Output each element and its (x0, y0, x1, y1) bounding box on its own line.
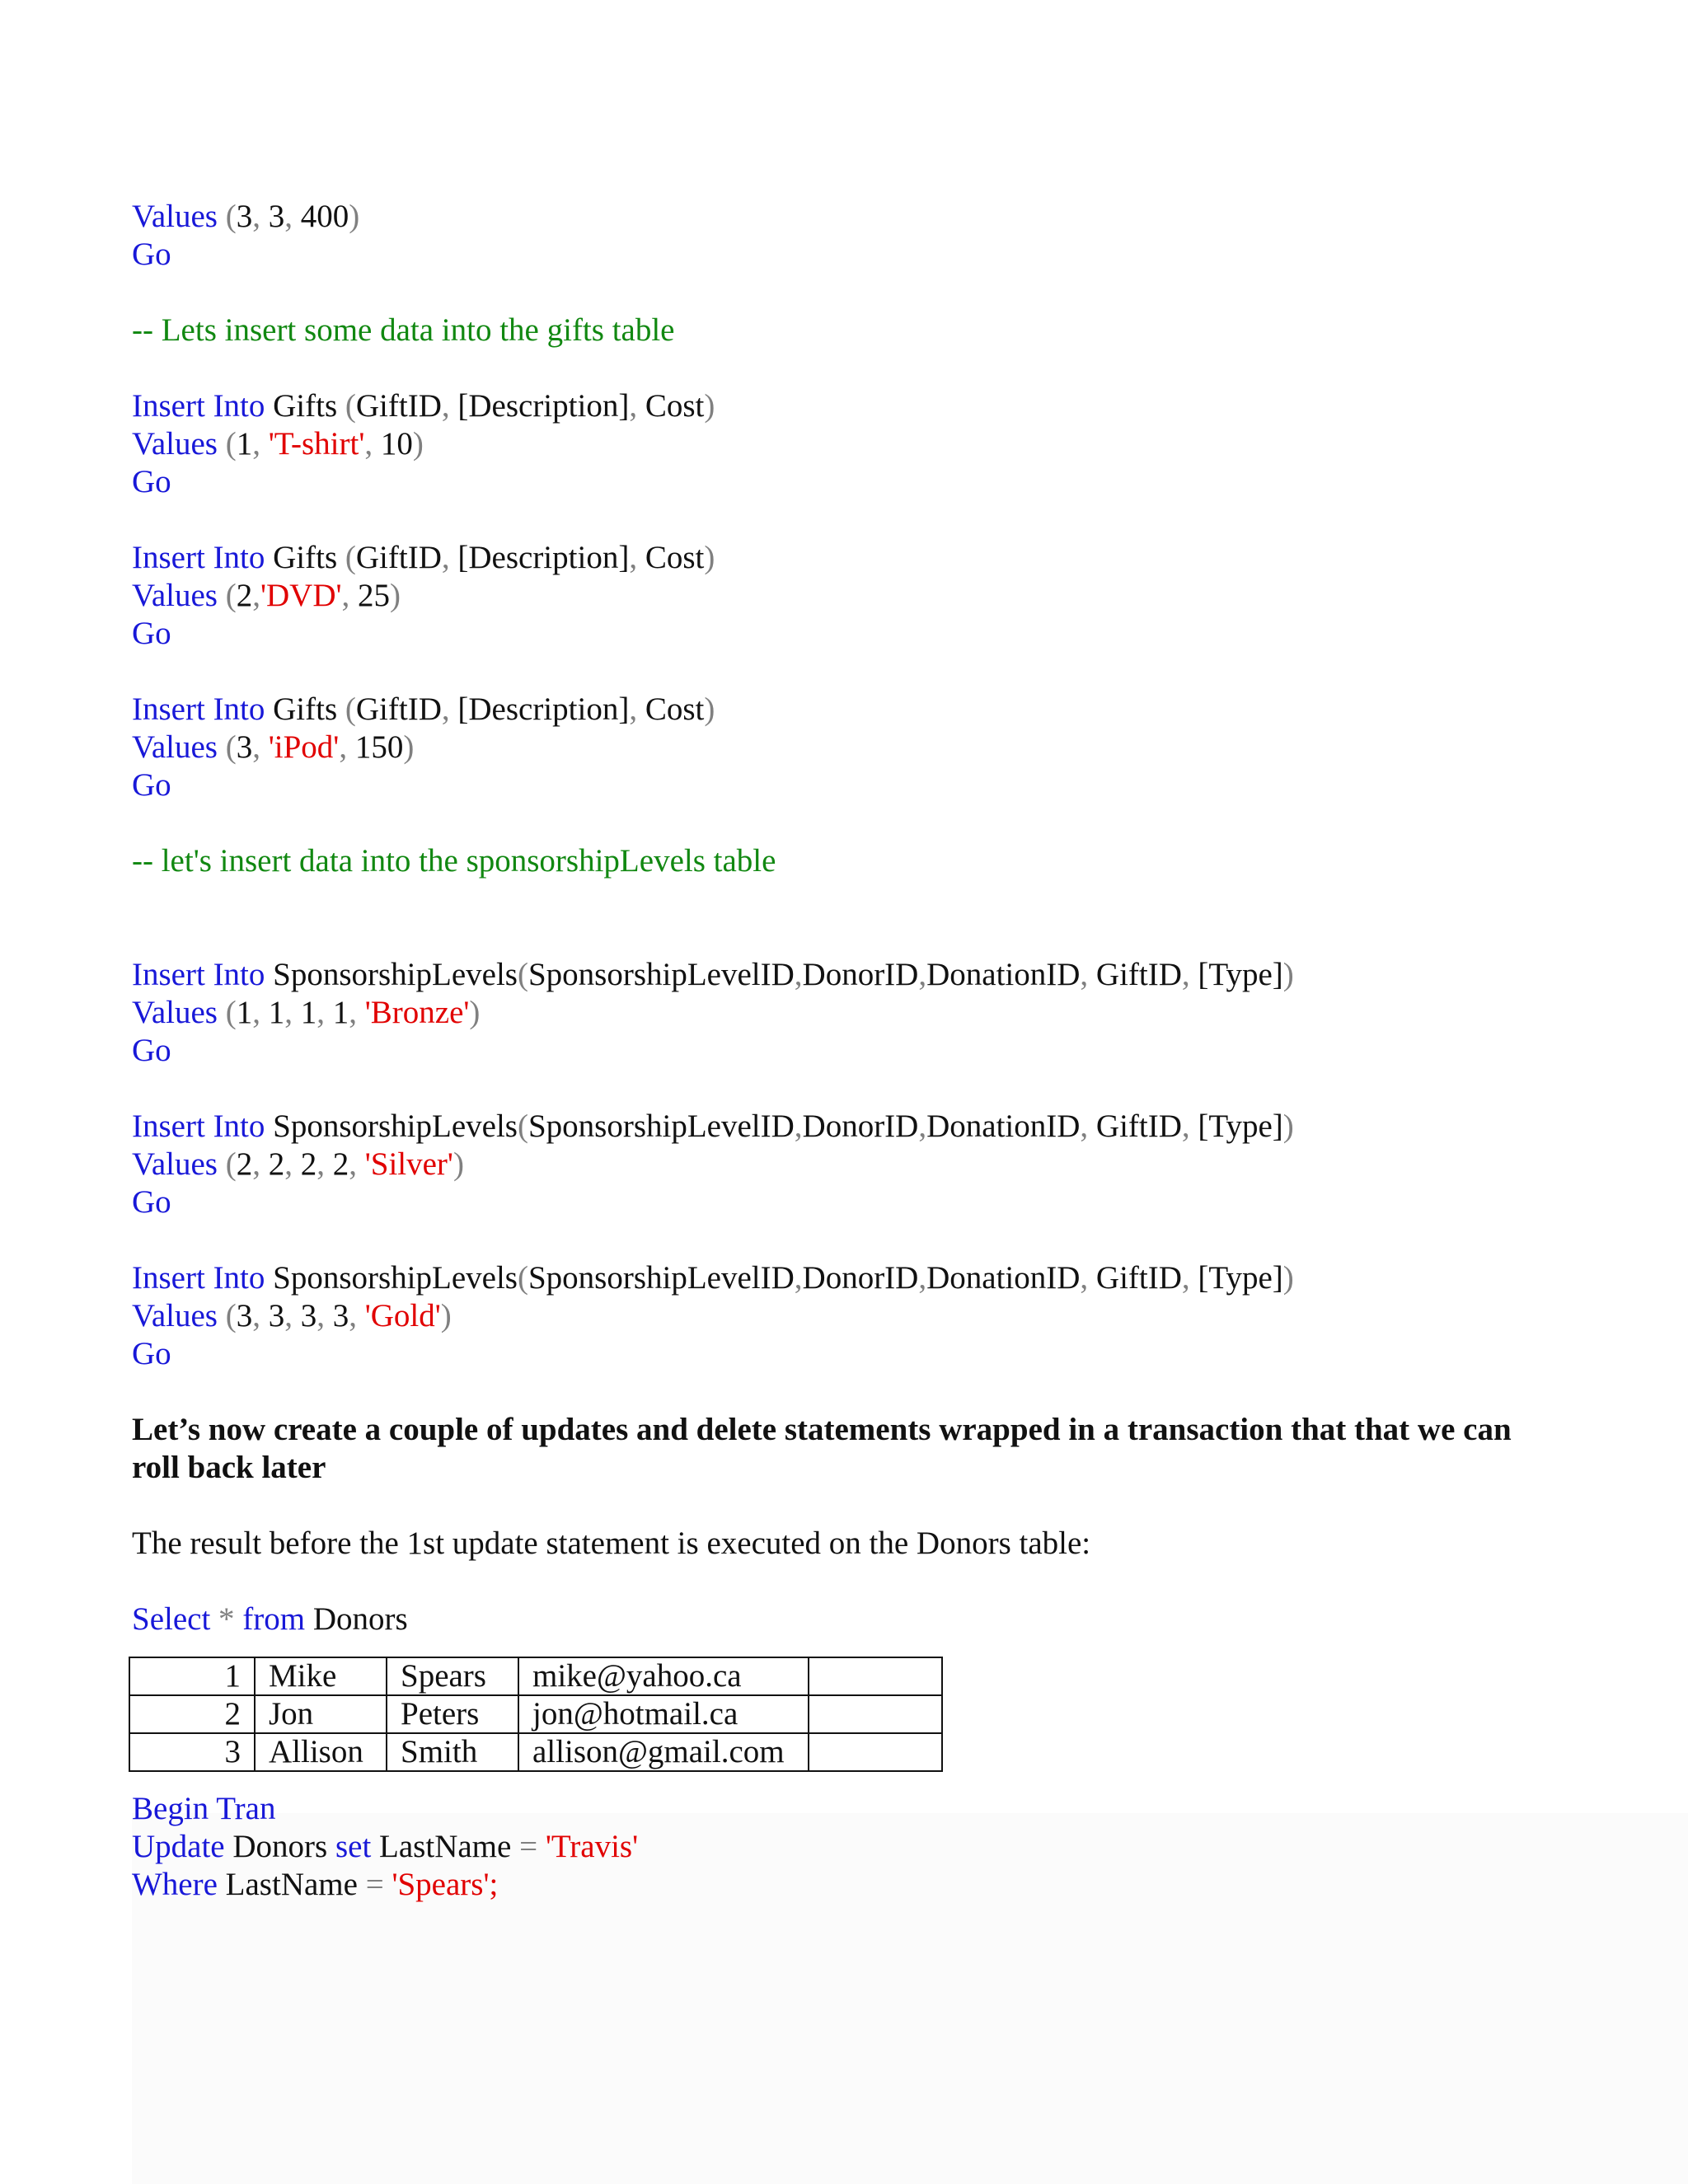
table-cell: allison@gmail.com (518, 1733, 809, 1771)
section-heading: Let’s now create a couple of updates and delete statements wrapped in a transaction that that we can roll back later (132, 1412, 1512, 1485)
code-line-values: Values (1, 'T-shirt', 10) (132, 426, 424, 462)
code-line-insert: Insert Into Gifts (GiftID, [Description], Cost) (132, 388, 715, 424)
table-cell: Mike (255, 1657, 387, 1695)
code-line-values: Values (3, 3, 400) (132, 199, 360, 234)
code-line-values: Values (3, 'iPod', 150) (132, 729, 415, 765)
code-line-go: Go (132, 767, 171, 803)
code-line-select: Select * from Donors (132, 1601, 408, 1637)
code-comment: -- Lets insert some data into the gifts table (132, 312, 675, 348)
code-line-values: Values (1, 1, 1, 1, 'Bronze') (132, 995, 481, 1030)
code-block-sponsorship-2 (132, 1108, 1582, 1221)
code-block-gifts-3 (132, 691, 1582, 804)
table-cell: mike@yahoo.ca (518, 1657, 809, 1695)
body-paragraph: The result before the 1st update statement is executed on the Donors table: (132, 1526, 1091, 1561)
table-cell: Spears (387, 1657, 518, 1695)
code-line-insert: Insert Into SponsorshipLevels(SponsorshipLevelID,DonorID,DonationID, GiftID, [Type]) (132, 1108, 1294, 1144)
table-cell (809, 1695, 942, 1733)
table-cell: Smith (387, 1733, 518, 1771)
code-line-insert: Insert Into Gifts (GiftID, [Description], Cost) (132, 691, 715, 727)
code-line-where: Where LastName = 'Spears'; (132, 1867, 499, 1902)
table-row (129, 1695, 942, 1733)
table-cell: 3 (129, 1733, 255, 1771)
code-comment: -- let's insert data into the sponsorshipLevels table (132, 843, 776, 879)
code-block-sponsorship-1 (132, 956, 1582, 1070)
code-block-gifts-1 (132, 387, 1582, 501)
table-cell: Jon (255, 1695, 387, 1733)
code-line-insert: Insert Into Gifts (GiftID, [Description], Cost) (132, 540, 715, 575)
document-page (132, 198, 1582, 1904)
code-line-update: Update Donors set LastName = 'Travis' (132, 1829, 639, 1864)
code-line-go: Go (132, 616, 171, 651)
code-block-gifts-2 (132, 539, 1582, 653)
result-table (129, 1657, 943, 1772)
code-line-go: Go (132, 1033, 171, 1068)
table-cell: Allison (255, 1733, 387, 1771)
code-line-values: Values (2,'DVD', 25) (132, 578, 401, 613)
table-row (129, 1733, 942, 1771)
code-line-insert: Insert Into SponsorshipLevels(SponsorshipLevelID,DonorID,DonationID, GiftID, [Type]) (132, 1260, 1294, 1296)
code-line-values: Values (2, 2, 2, 2, 'Silver') (132, 1146, 464, 1182)
code-line-values: Values (3, 3, 3, 3, 'Gold') (132, 1298, 452, 1333)
table-cell: 1 (129, 1657, 255, 1695)
table-cell (809, 1657, 942, 1695)
code-line-insert: Insert Into SponsorshipLevels(SponsorshipLevelID,DonorID,DonationID, GiftID, [Type]) (132, 957, 1294, 992)
code-line-go: Go (132, 1184, 171, 1220)
table-row (129, 1657, 942, 1695)
code-block-sponsorship-3 (132, 1259, 1582, 1373)
table-cell: 2 (129, 1695, 255, 1733)
table-cell: Peters (387, 1695, 518, 1733)
table-cell: jon@hotmail.ca (518, 1695, 809, 1733)
table-cell (809, 1733, 942, 1771)
code-line-go: Go (132, 464, 171, 499)
code-line-go: Go (132, 237, 171, 272)
code-line-begin-tran: Begin Tran (132, 1791, 276, 1826)
code-line-go: Go (132, 1336, 171, 1371)
